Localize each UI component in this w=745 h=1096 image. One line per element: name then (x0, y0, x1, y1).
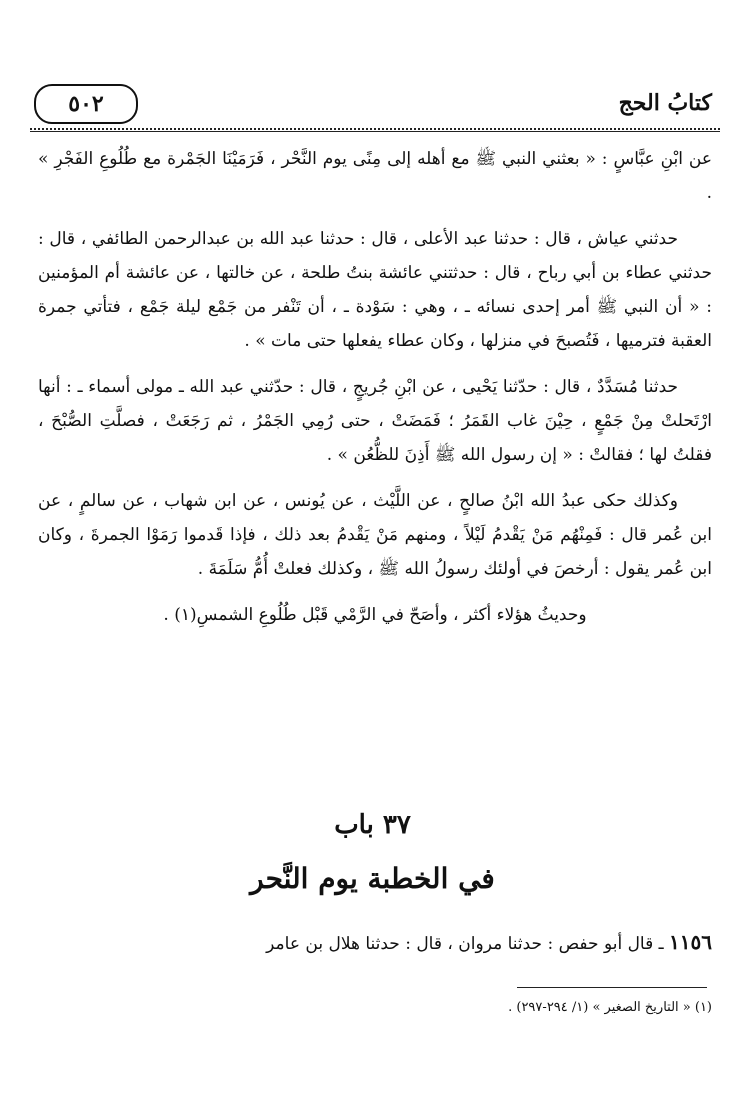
hadith-number: ١١٥٦ (669, 930, 712, 954)
paragraph-1: عن ابْنِ عبَّاسٍ : « بعثني النبي ﷺ مع أهله إلى مِنًى يوم النَّحْر ، فَرَمَيْنَا الجَمْرة مع طُلُوعِ الفَجْرِ » . (38, 149, 712, 203)
page-header (30, 80, 720, 130)
paragraph-4: وكذلك حكى عبدُ الله ابْنُ صالحٍ ، عن اللَّيْث ، عن يُونس ، عن ابن شهاب ، عن سالمٍ ، عن ابن عُمر قال : فَمِنْهُم مَنْ يَقْدمُ لَيْلاً ، ومنهم مَنْ يَقْدمُ بعد ذلك ، فإذا قَدموا رَمَوْا الجمرةَ ، وكان ابن عُمر يقول : أرخصَ في أولئك رسولُ الله ﷺ ، وكذلك فعلتْ أُمُّ سَلَمَةَ . (38, 491, 712, 579)
paragraph-3: حدثنا مُسَدَّدٌ ، قال : حدّثنا يَحْيى ، عن ابْنِ جُريجٍ ، قال : حدّثني عبد الله ـ مولى أسماء ـ : أنها ارْتَحلتْ مِنْ جَمْعٍ ، حِيْنَ غاب القَمَرُ ؛ فَمَضَتْ ، حتى رُمِي الجَمْرُ ، ثم رَجَعَتْ ، فصلَّتِ الصُّبْحَ ، فقلتُ لها ؛ فقالتْ : « إن رسول الله ﷺ أَذِنَ للظُّعُن » . (38, 377, 712, 465)
chapter-title: في الخطبة يوم النَّحر (250, 862, 495, 895)
page-number: ٥٠٢ (34, 84, 138, 124)
header-divider-line (30, 131, 720, 132)
hadith-text: ـ قال أبو حفص : حدثنا مروان ، قال : حدثنا هلال بن عامر (266, 934, 670, 954)
running-head: كتابُ الحج (618, 90, 712, 116)
paragraph-5: وحديثُ هؤلاء أكثر ، وأصَحّ في الرَّمْي قَبْل طُلُوعِ الشمسِ(١) . (163, 605, 587, 625)
chapter-number: ٣٧ باب (334, 810, 411, 840)
footnote-divider (517, 987, 707, 988)
paragraph-2: حدثني عياش ، قال : حدثنا عبد الأعلى ، قال : حدثنا عبد الله بن عبدالرحمن الطائفي ، قال : حدثني عطاء بن أبي رباح ، قال : حدثتني عائشة بنتُ طلحة ، عن خالتها ، عن عائشة أم المؤمنين : « أن النبي ﷺ أمر إحدى نسائه ـ ، وهي : سَوْدة ـ ، أن تَنْفر من جَمْع ليلة جَمْع ، فتأتي جمرة العقبة فترميها ، فَتُصبحَ في منزلها ، وكان عطاء يفعلها حتى مات » . (38, 229, 712, 351)
main-text (38, 142, 712, 644)
footnote: (١) « التاريخ الصغير » (١/ ٢٩٤-٢٩٧) . (508, 1000, 712, 1015)
header-divider (30, 128, 720, 130)
hadith-start (38, 925, 712, 961)
